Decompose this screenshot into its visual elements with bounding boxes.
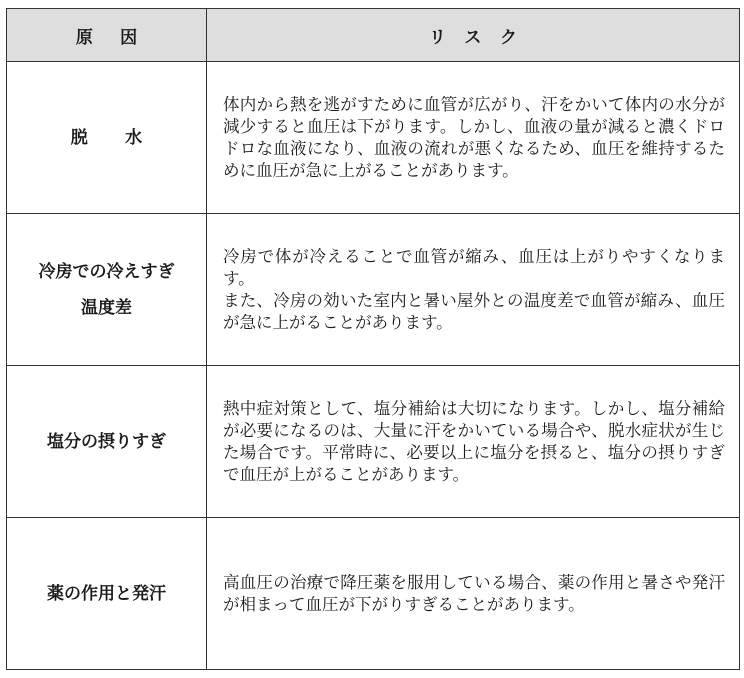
risk-text: 体内から熱を逃がすために血管が広がり、汗をかいて体内の水分が減少すると血圧は下がります。しかし、血液の量が減ると濃くドロドロな血液になり、血液の流れが悪くなるため、血圧を維持するために血圧が急に上がることがあります。 (223, 94, 725, 180)
risk-cell (207, 214, 740, 366)
cause-label: 塩分の摂りすぎ (47, 431, 166, 452)
risk-cell (207, 518, 740, 670)
table-row (7, 214, 740, 366)
risk-cell (207, 366, 740, 518)
cause-label: 薬の作用と発汗 (47, 583, 166, 604)
cause-label: 脱水 (70, 127, 180, 148)
table-row (7, 62, 740, 214)
header-risk (207, 9, 740, 62)
cause-label: 温度差 (81, 297, 132, 318)
cause-cell (7, 62, 207, 214)
cause-label: 冷房での冷えすぎ (38, 261, 175, 282)
risk-text: 熱中症対策として、塩分補給は大切になります。しかし、塩分補給が必要になるのは、大量に汗をかいている場合や、脱水症状が生じた場合です。平常時に、必要以上に塩分を摂ると、塩分の摂りすぎで血圧が上がることがあります。 (223, 398, 725, 484)
cause-cell (7, 518, 207, 670)
header-cause-label: 原因 (75, 27, 165, 48)
risk-text: 冷房で体が冷えることで血管が縮み、血圧は上がりやすくなります。 (223, 246, 725, 288)
cause-cell (7, 366, 207, 518)
table-row (7, 518, 740, 670)
header-risk-label: リスク (428, 27, 536, 48)
risk-cell (207, 62, 740, 214)
cause-cell (7, 214, 207, 366)
cause-risk-table (6, 8, 740, 670)
table-header-row (7, 9, 740, 62)
table-row (7, 366, 740, 518)
risk-text: また、冷房の効いた室内と暑い屋外との温度差で血管が縮み、血圧が急に上がることがあります。 (223, 290, 725, 332)
header-cause (7, 9, 207, 62)
risk-text: 高血圧の治療で降圧薬を服用している場合、薬の作用と暑さや発汗が相まって血圧が下がりすぎることがあります。 (223, 572, 726, 614)
